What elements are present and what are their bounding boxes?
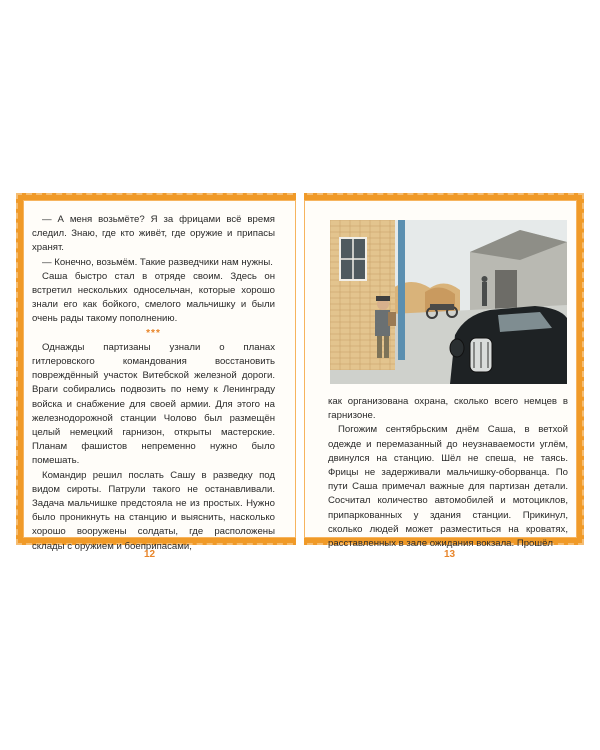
paragraph: — Конечно, возьмём. Такие разведчики нам нужны. [42,256,273,268]
page-number-left: 12 [144,549,156,560]
right-page-text [328,395,568,551]
illustration-station-scene [330,220,567,384]
section-separator: *** [146,327,161,339]
paragraph: Саша быстро стал в отряде своим. Здесь он встретил нескольких односельчан, которые хорошо знали его как бойкого, смелого мальчишку и были очень рады такому пополнению. [32,270,275,325]
paragraph: Командир решил послать Сашу в разведку под видом сироты. Патрули такого не останавливали. Задача мальчишке предстояла не из простых. Нужно было проникнуть на станцию и выяснить, насколько хорошо вооружены солдаты, где расположены склады с оружием и боеприпасами, [32,469,275,552]
paragraph: Однажды партизаны узнали о планах гитлеровского командования восстановить повреждённый участок Витебской железной дороги. Враги собирались подвозить по нему к Ленинграду войска и снабжение для своей армии. Для этого на железнодорожной станции Чолово был размещён целый немецкий гарнизон, открыты мастерские. Планам фашистов непременно нужно было помешать. [32,341,275,467]
page-number-right: 13 [444,549,456,560]
left-page-text [32,213,275,554]
paragraph: — А меня возьмёте? Я за фрицами всё время следил. Знаю, где кто живёт, где оружие и припасы хранят. [32,214,275,254]
illustration-drawing [330,220,567,384]
paragraph: как организована охрана, сколько всего немцев в гарнизоне. [328,396,568,422]
paragraph: Погожим сентябрьским днём Саша, в ветхой одежде и перемазанный до неузнаваемости углём, двинулся на станцию. Шёл не спеша, не таясь. Фрицы не задерживали мальчишку-оборванца. По пути Саша примечал важные для партизан детали. Сосчитал количество автомобилей и мотоциклов, припаркованных у здания станции. Прикинул, сколько людей может разместиться на кроватях, расставленных в зале ожидания вокзала. Прошёл [328,424,568,550]
